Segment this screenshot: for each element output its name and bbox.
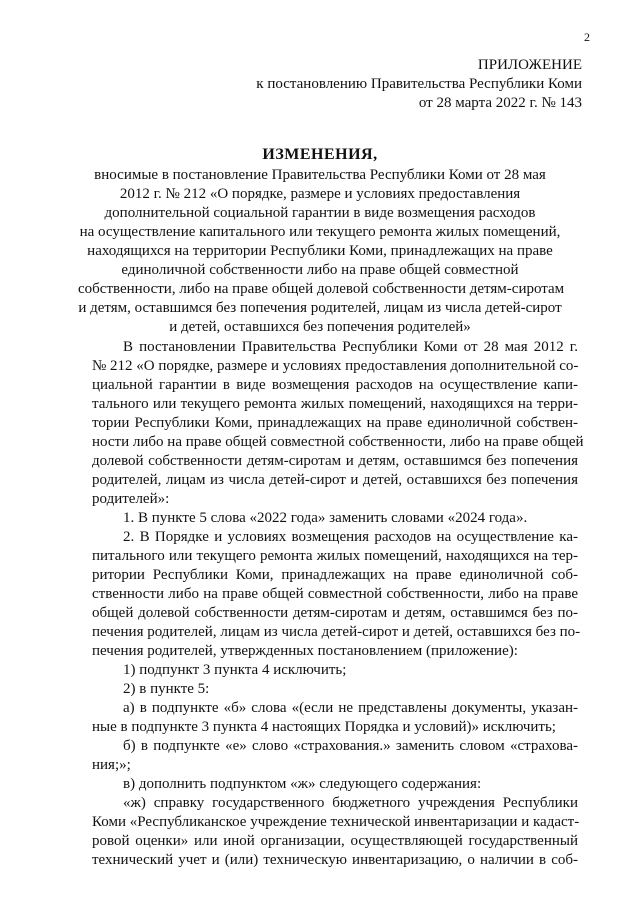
subtitle-line: и детей, оставшихся без попечения родителей» [169, 319, 471, 335]
subtitle-line: собственности, либо на праве общей долевой собственности детям-сиротам [78, 281, 565, 297]
body-line: долевой собственности детям-сиротам и детям, оставшимся без попечения [92, 453, 578, 469]
body-line: ритории Республики Коми, принадлежащих на праве единоличной соб- [92, 567, 578, 583]
body-line: родителей, лицам из числа детей-сирот и детей, оставшихся без попечения [92, 472, 578, 488]
subtitle-line: вносимые в постановление Правительства Республики Коми от 28 мая [94, 167, 546, 183]
body-line: б) в подпункте «е» слово «страхования.» заменить словом «страхова- [123, 738, 578, 754]
subtitle-line: на осуществление капитального или текущего ремонта жилых помещений, [79, 224, 561, 240]
body-line: ности либо на праве общей совместной собственности, либо на праве общей [92, 434, 584, 450]
body-line: родителей»: [92, 491, 170, 507]
body-line: Коми «Республиканское учреждение технической инвентаризации и кадаст- [92, 814, 580, 830]
appendix-heading: ПРИЛОЖЕНИЕ [477, 57, 582, 73]
body-line: питального или текущего ремонта жилых помещений, находящихся на тер- [92, 548, 578, 564]
document-subtitle [78, 166, 565, 337]
body-line: 2) в пункте 5: [123, 681, 210, 697]
body-line: а) в подпункте «б» слова «(если не представлены документы, указан- [123, 700, 578, 716]
appendix-line-1: к постановлению Правительства Республики Коми [256, 76, 582, 92]
body-line: ния;»; [92, 757, 131, 773]
subtitle-line: единоличной собственности либо на праве общей совместной [121, 262, 519, 278]
body-line: циальной гарантии в виде возмещения расходов на осуществление капи- [92, 377, 578, 393]
subtitle-line: 2012 г. № 212 «О порядке, размере и условиях предоставления [119, 186, 521, 202]
subtitle-line: дополнительной социальной гарантии в виде возмещения расходов [104, 205, 536, 221]
appendix-block [256, 56, 582, 113]
document-body [92, 338, 584, 870]
body-line: В постановлении Правительства Республики Коми от 28 мая 2012 г. [123, 339, 578, 355]
body-line: 1. В пункте 5 слова «2022 года» заменить словами «2024 года». [123, 510, 528, 526]
page-number: 2 [584, 30, 590, 44]
body-line: печения родителей, лицам из числа детей-сирот и детей, оставшихся без по- [92, 624, 581, 640]
body-line: 2. В Порядке и условиях возмещения расходов на осуществление ка- [123, 529, 578, 545]
body-line: в) дополнить подпунктом «ж» следующего содержания: [123, 776, 482, 792]
body-line: «ж) справку государственного бюджетного учреждения Республики [123, 795, 578, 811]
body-line: ровой оценки» или иной организации, осуществляющей государственный [92, 833, 578, 849]
subtitle-line: и детям, оставшимся без попечения родителей, лицам из числа детей-сирот [78, 300, 562, 316]
body-line: общей долевой собственности детям-сиротам и детям, оставшимся без по- [92, 605, 578, 621]
document-title: ИЗМЕНЕНИЯ, [262, 146, 378, 163]
body-line: печения родителей, утвержденных постановлением (приложение): [92, 643, 518, 659]
body-line: тального или текущего ремонта жилых помещений, находящихся на терри- [92, 396, 578, 412]
body-line: 1) подпункт 3 пункта 4 исключить; [123, 662, 347, 678]
body-line: ственности либо на праве общей совместной собственности, либо на праве [92, 586, 578, 602]
body-line: технический учет и (или) техническую инвентаризацию, о наличии в соб- [92, 852, 578, 868]
subtitle-line: находящихся на территории Республики Коми, принадлежащих на праве [87, 243, 553, 259]
body-line: ные в подпункте 3 пункта 4 настоящих Порядка и условий)» исключить; [92, 719, 556, 735]
body-line: № 212 «О порядке, размере и условиях предоставления дополнительной со- [92, 358, 579, 374]
appendix-line-2: от 28 марта 2022 г. № 143 [418, 95, 582, 111]
body-line: тории Республики Коми, принадлежащих на праве единоличной собствен- [92, 415, 578, 431]
